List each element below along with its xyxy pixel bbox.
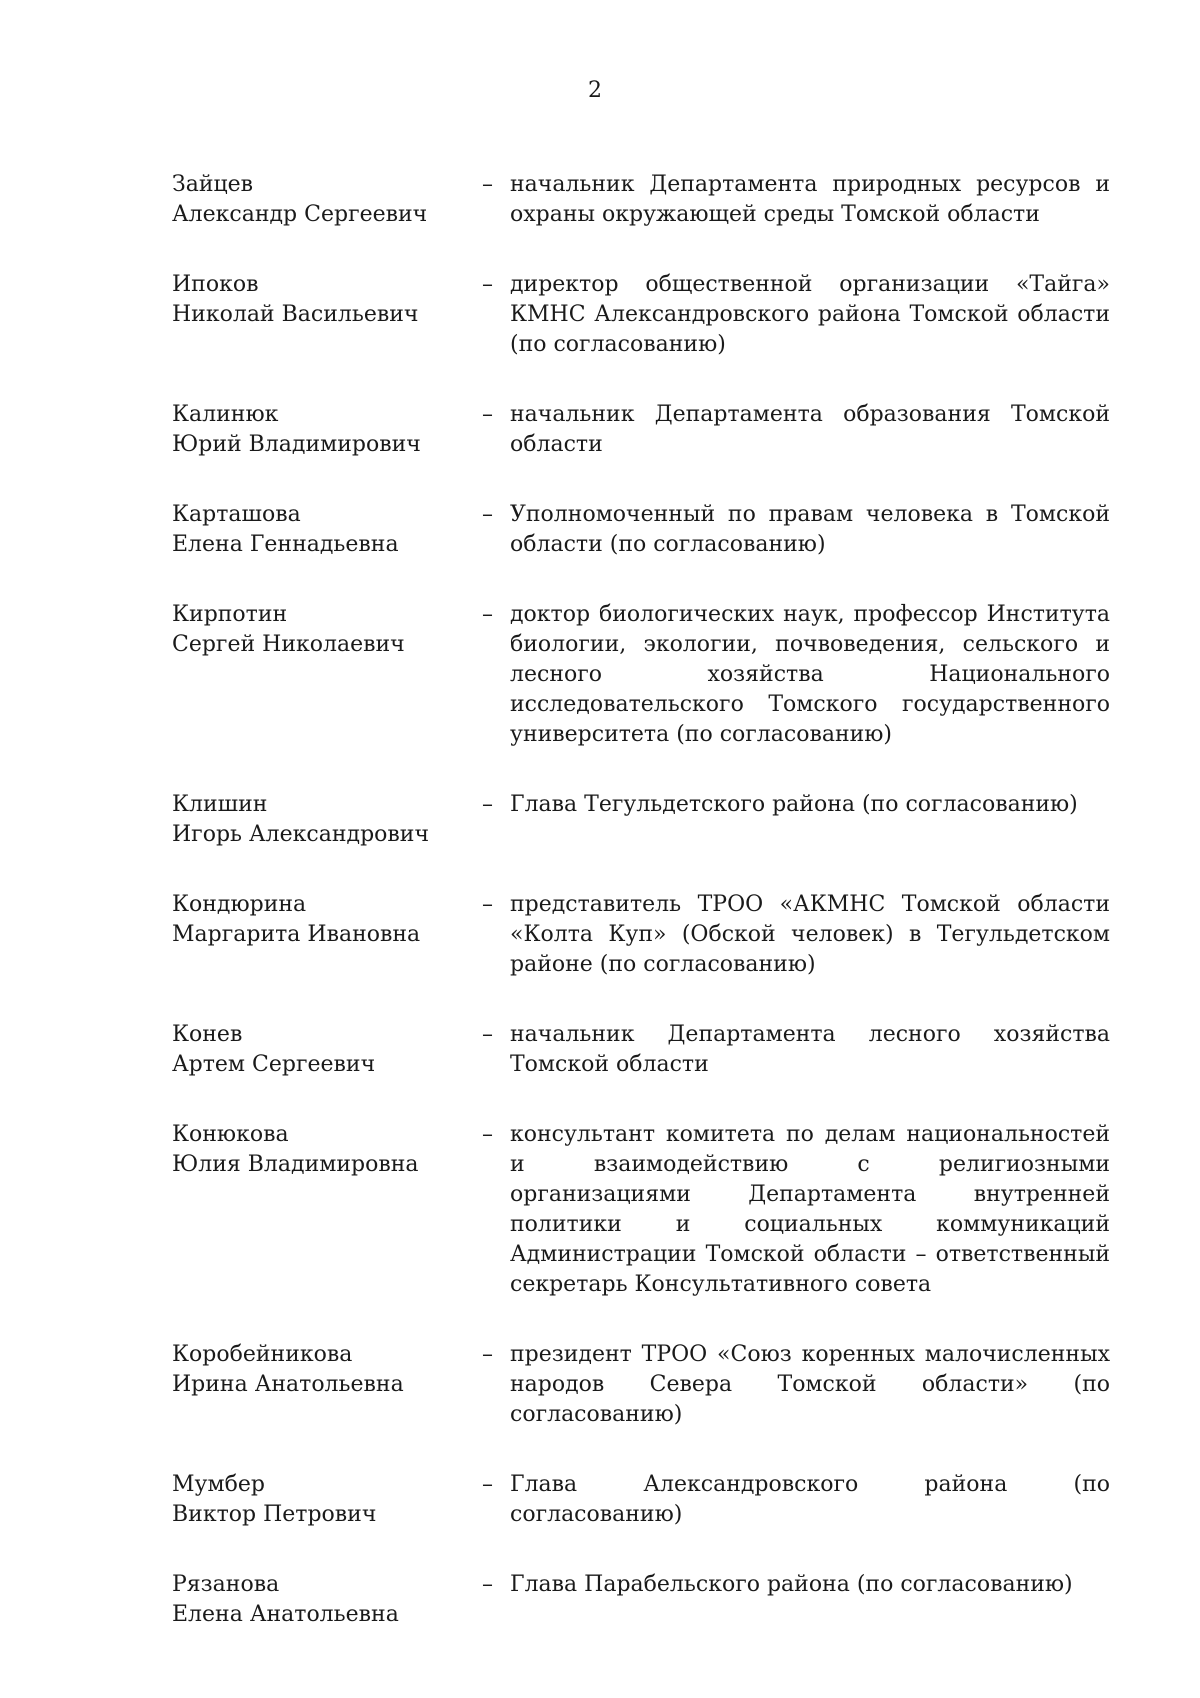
- list-item: [172, 790, 1110, 850]
- member-surname: Коробейникова: [172, 1342, 353, 1367]
- member-name: [172, 170, 482, 230]
- member-surname: Мумбер: [172, 1472, 265, 1497]
- member-position: начальник Департамента образования Томской области: [510, 402, 1110, 457]
- member-position: Уполномоченный по правам человека в Томской области (по согласованию): [510, 502, 1110, 557]
- dash-separator: –: [482, 892, 493, 917]
- member-surname: Ипоков: [172, 272, 259, 297]
- list-item: [172, 890, 1110, 980]
- list-item: [172, 600, 1110, 750]
- dash-separator: –: [482, 1342, 493, 1367]
- member-position: президент ТРОО «Союз коренных малочисленных народов Севера Томской области» (по согласованию): [510, 1342, 1110, 1427]
- member-given-names: Сергей Николаевич: [172, 632, 405, 657]
- member-given-names: Елена Анатольевна: [172, 1602, 399, 1627]
- member-list: [172, 170, 1110, 1670]
- list-item: [172, 1570, 1110, 1630]
- member-given-names: Николай Васильевич: [172, 302, 419, 327]
- dash-separator: –: [482, 502, 493, 527]
- dash-separator: –: [482, 602, 493, 627]
- member-surname: Клишин: [172, 792, 268, 817]
- member-name: [172, 1020, 482, 1080]
- member-position: доктор биологических наук, профессор Института биологии, экологии, почвоведения, сельского и лесного хозяйства Национального исследовательского Томского государственного университета (по согласованию): [510, 602, 1110, 747]
- list-item: [172, 1120, 1110, 1300]
- member-surname: Конев: [172, 1022, 243, 1047]
- member-name: [172, 1470, 482, 1530]
- member-name: [172, 400, 482, 460]
- member-name: [172, 1340, 482, 1400]
- member-surname: Конюкова: [172, 1122, 289, 1147]
- member-given-names: Виктор Петрович: [172, 1502, 377, 1527]
- member-surname: Кирпотин: [172, 602, 288, 627]
- member-position: начальник Департамента лесного хозяйства Томской области: [510, 1022, 1110, 1077]
- list-item: [172, 1470, 1110, 1530]
- member-surname: Кондюрина: [172, 892, 307, 917]
- member-position: консультант комитета по делам национальностей и взаимодействию с религиозными организациями Департамента внутренней политики и социальных коммуникаций Администрации Томской области – ответственный секретарь Консультативного совета: [510, 1122, 1110, 1297]
- member-given-names: Александр Сергеевич: [172, 202, 428, 227]
- list-item: [172, 500, 1110, 560]
- member-given-names: Артем Сергеевич: [172, 1052, 376, 1077]
- member-surname: Рязанова: [172, 1572, 280, 1597]
- member-given-names: Ирина Анатольевна: [172, 1372, 404, 1397]
- member-surname: Калинюк: [172, 402, 279, 427]
- dash-separator: –: [482, 1122, 493, 1147]
- member-given-names: Елена Геннадьевна: [172, 532, 399, 557]
- dash-separator: –: [482, 1572, 493, 1597]
- list-item: [172, 400, 1110, 460]
- member-given-names: Юрий Владимирович: [172, 432, 421, 457]
- member-position: Глава Тегульдетского района (по согласованию): [510, 792, 1078, 817]
- member-given-names: Игорь Александрович: [172, 822, 429, 847]
- member-name: [172, 1570, 482, 1630]
- dash-separator: –: [482, 792, 493, 817]
- member-name: [172, 600, 482, 660]
- list-item: [172, 270, 1110, 360]
- dash-separator: –: [482, 402, 493, 427]
- member-name: [172, 890, 482, 950]
- member-name: [172, 1120, 482, 1180]
- list-item: [172, 1020, 1110, 1080]
- member-given-names: Маргарита Ивановна: [172, 922, 421, 947]
- list-item: [172, 170, 1110, 230]
- page-number: 2: [588, 78, 602, 103]
- member-surname: Зайцев: [172, 172, 254, 197]
- member-name: [172, 500, 482, 560]
- dash-separator: –: [482, 272, 493, 297]
- member-position: директор общественной организации «Тайга» КМНС Александровского района Томской области (по согласованию): [510, 272, 1110, 357]
- member-name: [172, 270, 482, 330]
- member-name: [172, 790, 482, 850]
- member-position: начальник Департамента природных ресурсов и охраны окружающей среды Томской области: [510, 172, 1110, 227]
- member-given-names: Юлия Владимировна: [172, 1152, 419, 1177]
- member-surname: Карташова: [172, 502, 301, 527]
- member-position: Глава Парабельского района (по согласованию): [510, 1572, 1073, 1597]
- list-item: [172, 1340, 1110, 1430]
- dash-separator: –: [482, 1472, 493, 1497]
- member-position: представитель ТРОО «АКМНС Томской области «Колта Куп» (Обской человек) в Тегульдетском районе (по согласованию): [510, 892, 1110, 977]
- dash-separator: –: [482, 172, 493, 197]
- dash-separator: –: [482, 1022, 493, 1047]
- member-position: Глава Александровского района (по согласованию): [510, 1472, 1110, 1527]
